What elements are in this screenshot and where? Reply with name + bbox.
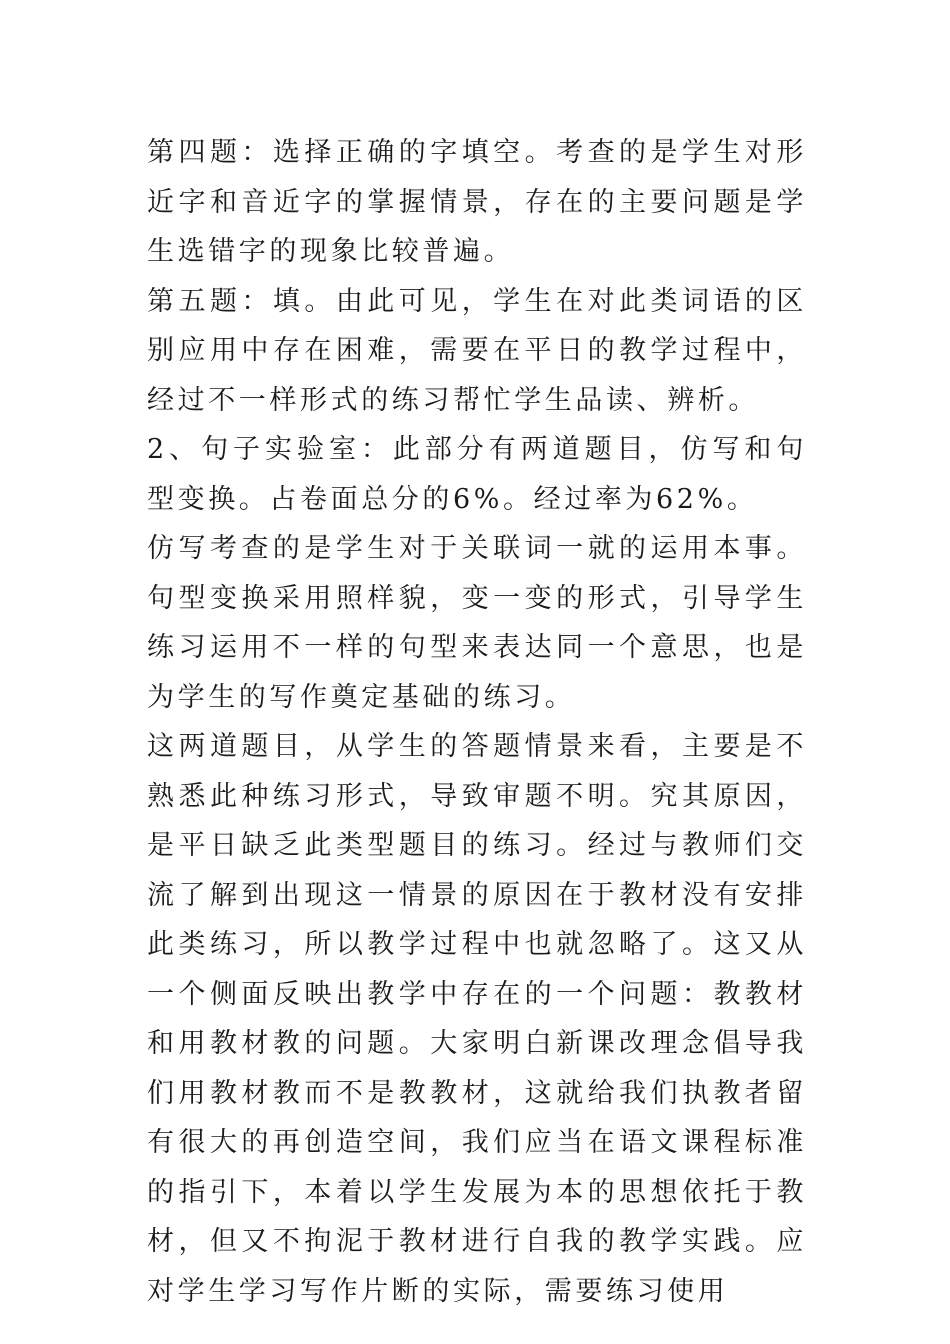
paragraph-question-four: 第四题：选择正确的字填空。考查的是学生对形近字和音近字的掌握情景，存在的主要问题是学生选错字的现象比较普遍。 (147, 137, 807, 267)
document-body (147, 128, 807, 1316)
paragraph-sentence-lab: 2、句子实验室：此部分有两道题目，仿写和句型变换。占卷面总分的6%。经过率为62%。 (147, 434, 807, 515)
paragraph-analysis: 这两道题目，从学生的答题情景来看，主要是不熟悉此种练习形式，导致审题不明。究其原因，是平日缺乏此类型题目的练习。经过与教师们交流了解到出现这一情景的原因在于教材没有安排此类练习，所以教学过程中也就忽略了。这又从一个侧面反映出教学中存在的一个问题：教教材和用教材教的问题。大家明白新课改理念倡导我们用教材教而不是教教材，这就给我们执教者留有很大的再创造空间，我们应当在语文课程标准的指引下，本着以学生发展为本的思想依托于教材，但又不拘泥于教材进行自我的教学实践。应对学生学习写作片断的实际，需要练习使用 (147, 731, 807, 1307)
paragraph-question-five: 第五题：填。由此可见，学生在对此类词语的区别应用中存在困难，需要在平日的教学过程中，经过不一样形式的练习帮忙学生品读、辨析。 (147, 285, 807, 416)
paragraph-imitation-writing: 仿写考查的是学生对于关联词一就的运用本事。句型变换采用照样貌，变一变的形式，引导学生练习运用不一样的句型来表达同一个意思，也是为学生的写作奠定基础的练习。 (147, 533, 807, 713)
